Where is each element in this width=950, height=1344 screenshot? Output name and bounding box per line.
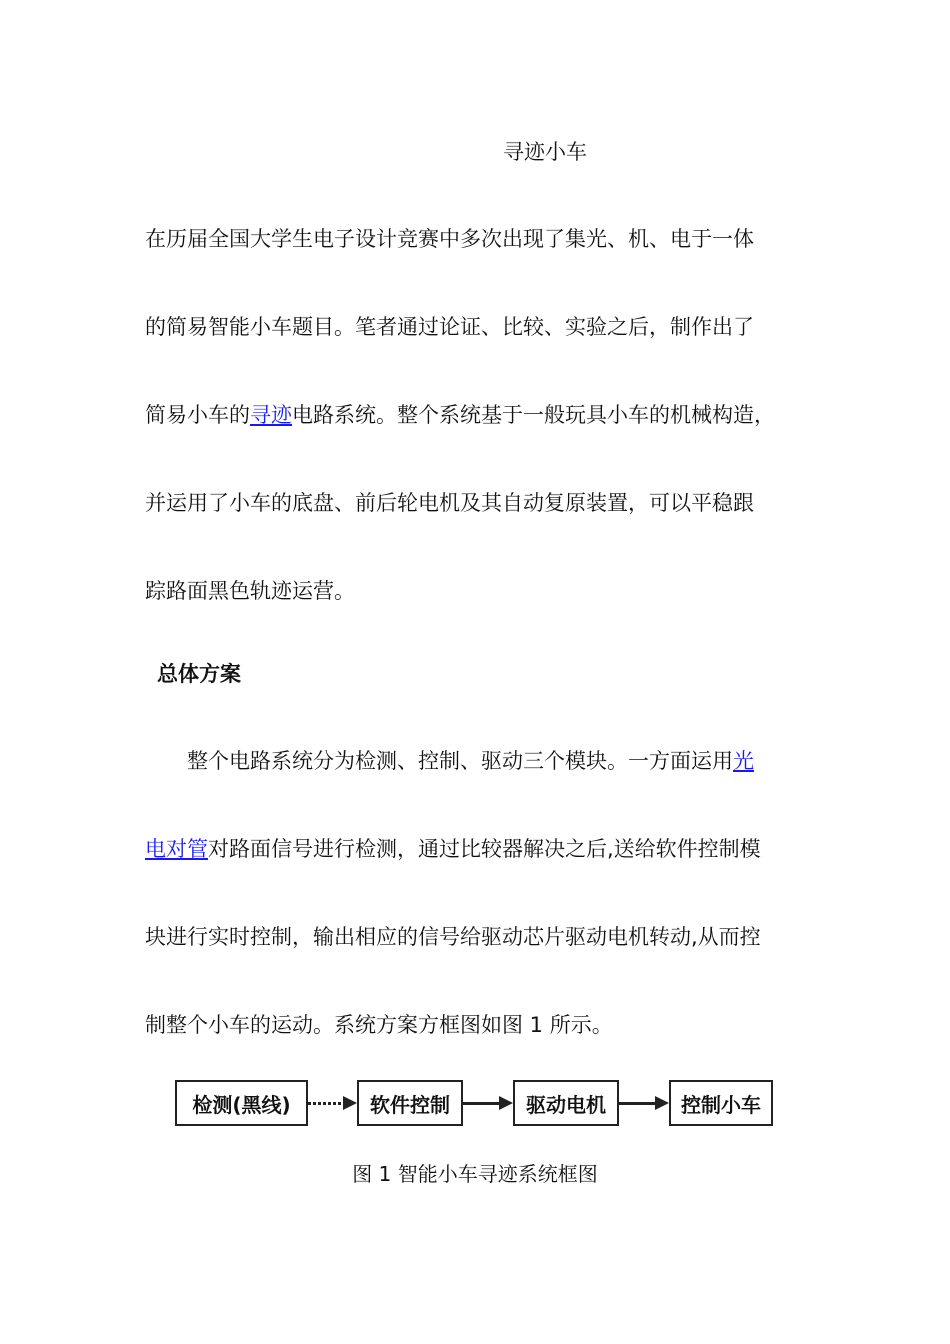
link-guangdian-part2[interactable]: 电对管 (145, 837, 208, 861)
body-line-4: 制整个小车的运动。系统方案方框图如图 1 所示。 (145, 1013, 613, 1037)
intro-line-4: 并运用了小车的底盘、前后轮电机及其自动复原装置，可以平稳跟 (145, 491, 754, 515)
intro-line-5: 踪路面黑色轨迹运营。 (145, 579, 355, 603)
arrow-shaft (308, 1102, 345, 1105)
body-paragraph (145, 746, 825, 1098)
diagram-arrow-1 (308, 1102, 357, 1105)
arrow-head-icon (499, 1096, 513, 1110)
intro-line-2: 的简易智能小车题目。笔者通过论证、比较、实验之后，制作出了 (145, 315, 754, 339)
link-xunji[interactable]: 寻迹 (250, 403, 292, 427)
body-line-1-text: 整个电路系统分为检测、控制、驱动三个模块。一方面运用 (187, 749, 733, 773)
diagram-arrow-2 (463, 1102, 513, 1105)
document-title: 寻迹小车 (503, 140, 587, 164)
link-guangdian-part1[interactable]: 光 (733, 749, 754, 773)
arrow-shaft (619, 1102, 657, 1105)
section-heading: 总体方案 (157, 662, 241, 686)
arrow-head-icon (343, 1096, 357, 1110)
arrow-head-icon (655, 1096, 669, 1110)
diagram-arrow-3 (619, 1102, 669, 1105)
intro-line-3-text-before: 简易小车的 (145, 403, 250, 427)
diagram-box-software-control: 软件控制 (357, 1080, 463, 1126)
figure-caption: 图 1 智能小车寻迹系统框图 (352, 1162, 598, 1186)
body-line-2-text: 对路面信号进行检测，通过比较器解决之后,送给软件控制模 (208, 837, 761, 861)
intro-line-3 (145, 400, 825, 488)
arrow-shaft (463, 1102, 501, 1105)
block-diagram (175, 1080, 775, 1130)
diagram-box-detect: 检测(黑线) (175, 1080, 308, 1126)
diagram-box-control-car: 控制小车 (669, 1080, 773, 1126)
intro-line-1: 在历届全国大学生电子设计竞赛中多次出现了集光、机、电于一体 (145, 227, 754, 251)
body-line-1 (145, 746, 825, 834)
diagram-box-drive-motor: 驱动电机 (513, 1080, 619, 1126)
body-line-2 (145, 834, 825, 922)
body-line-3: 块进行实时控制，输出相应的信号给驱动芯片驱动电机转动,从而控 (145, 925, 761, 949)
intro-line-3-text-after: 电路系统。整个系统基于一般玩具小车的机械构造， (292, 403, 775, 427)
intro-paragraph (145, 224, 825, 664)
